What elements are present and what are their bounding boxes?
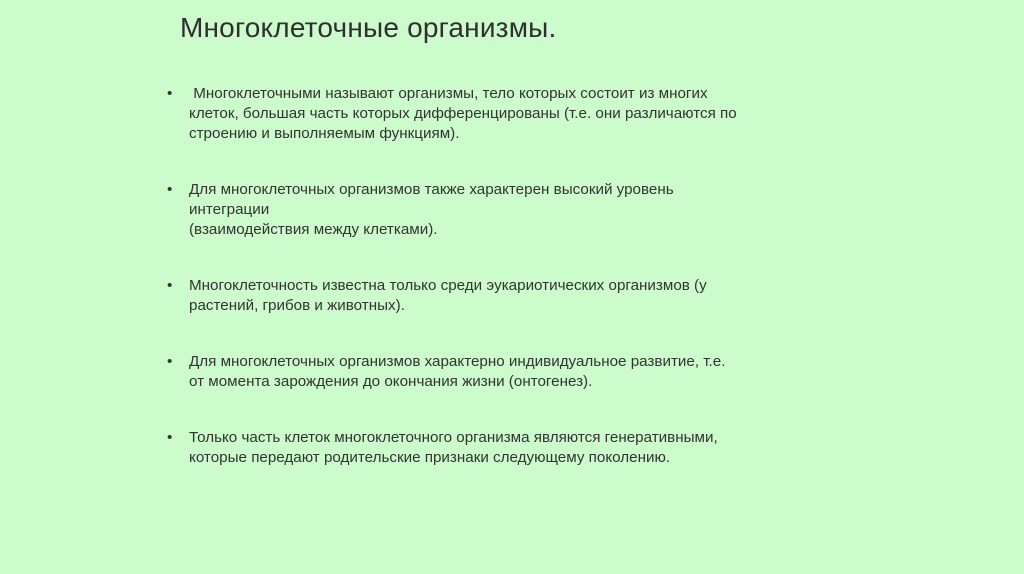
bullet-text-line: Для многоклеточных организмов характерно индивидуальное развитие, т.е.: [189, 353, 726, 370]
slide-title: Многоклеточные организмы.: [180, 12, 557, 43]
bullet-text-line: Многоклеточными называют организмы, тело которых состоит из многих: [189, 85, 708, 102]
bullet-text-line: Только часть клеток многоклеточного организма являются генеративными,: [189, 429, 718, 446]
bullet-item: [165, 352, 885, 392]
bullet-text-line: интеграции: [189, 201, 270, 218]
bullet-item: [165, 428, 885, 468]
bullet-item: [165, 180, 885, 240]
bullet-icon: •: [167, 85, 173, 102]
bullet-item: [165, 276, 885, 316]
bullet-text-line: строению и выполняемым функциям).: [189, 125, 460, 142]
bullet-icon: •: [167, 429, 173, 446]
bullet-item: [165, 84, 885, 144]
bullet-icon: •: [167, 353, 173, 370]
bullet-text-line: Для многоклеточных организмов также характерен высокий уровень: [189, 181, 674, 198]
bullet-text-line: Многоклеточность известна только среди эукариотических организмов (у: [189, 277, 707, 294]
bullet-icon: •: [167, 277, 173, 294]
bullet-text-line: (взаимодействия между клетками).: [189, 221, 438, 238]
bullet-text-line: растений, грибов и животных).: [189, 297, 405, 314]
bullet-text-line: от момента зарождения до окончания жизни (онтогенез).: [189, 373, 593, 390]
bullet-text-line: клеток, большая часть которых дифференцированы (т.е. они различаются по: [189, 105, 737, 122]
bullet-text-line: которые передают родительские признаки следующему поколению.: [189, 449, 671, 466]
bullet-icon: •: [167, 181, 173, 198]
bullet-list: [165, 84, 885, 504]
